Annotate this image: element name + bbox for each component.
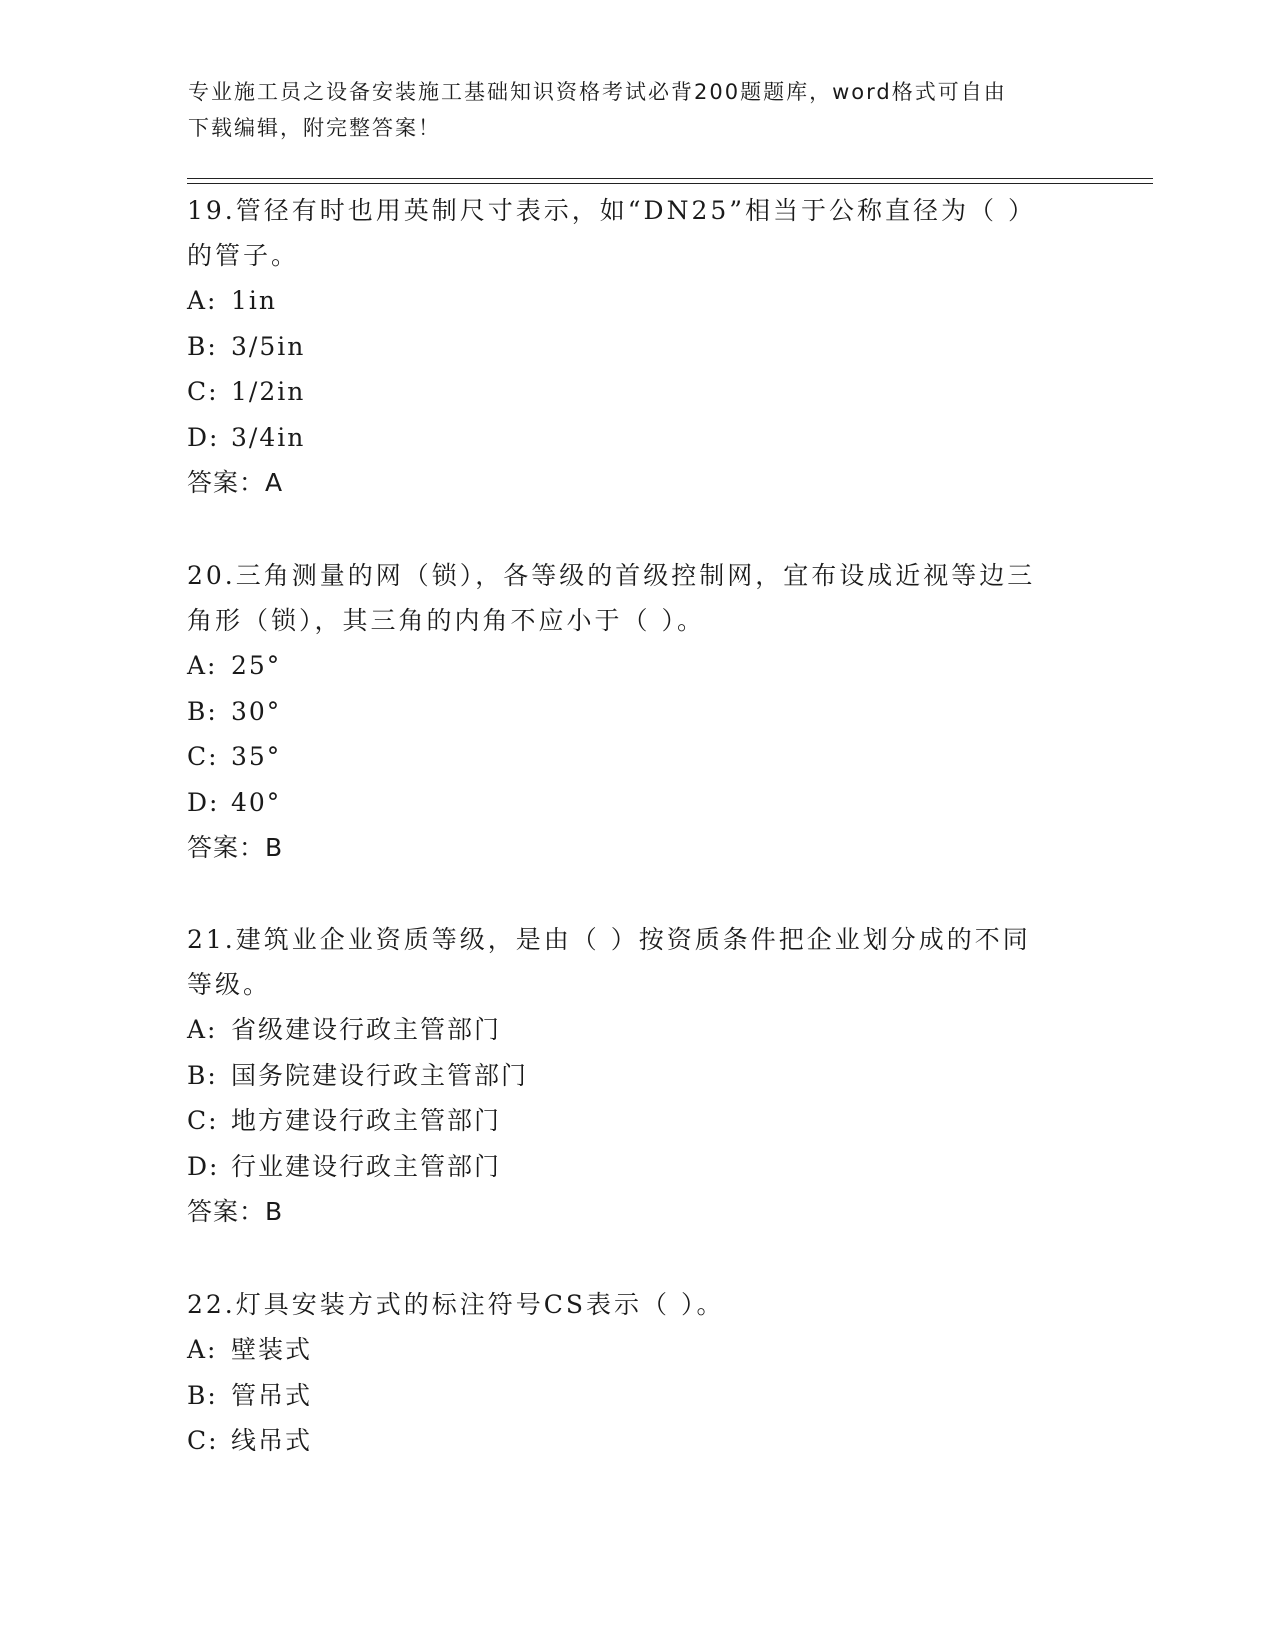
option-letter: D: [187,422,220,452]
option-text: 25° [231,651,282,680]
question-22 [187,1282,1067,1464]
option-letter: B: [187,1060,218,1090]
option-letter: C: [187,377,219,406]
option-letter: C: [187,1426,219,1455]
header-line-1: 专业施工员之设备安装施工基础知识资格考试必背200题题库，word格式可自由 [188,80,1007,104]
option-letter: D: [187,787,220,817]
option-letter: B: [187,1380,218,1410]
question-stem-line-1: 19.管径有时也用英制尺寸表示，如“DN25”相当于公称直径为（ ） [187,196,1036,225]
option-c [187,369,1067,415]
option-text: 1/2in [231,377,306,406]
question-stem-line-1: 22.灯具安装方式的标注符号CS表示（ ）。 [187,1290,725,1319]
option-b [187,324,1067,370]
option-c [187,1098,1067,1144]
document-header [188,74,1088,146]
option-d [187,415,1067,461]
header-divider-bottom [187,183,1153,184]
option-b [187,1373,1067,1419]
option-text: 1in [231,286,278,315]
option-a [187,1007,1067,1053]
option-letter: A: [187,1335,218,1364]
option-letter: A: [187,286,218,315]
question-stem-line-2: 的管子。 [187,241,300,270]
question-stem-line-1: 21.建筑业企业资质等级，是由（ ）按资质条件把企业划分成的不同 [187,925,1031,954]
option-d [187,1144,1067,1190]
option-b [187,1053,1067,1099]
option-letter: C: [187,1106,219,1135]
option-c [187,734,1067,780]
option-b [187,689,1067,735]
option-letter: A: [187,1015,218,1044]
question-19 [187,188,1067,505]
option-a [187,1327,1067,1373]
question-20 [187,553,1067,870]
option-a [187,643,1067,689]
question-stem-line-2: 等级。 [187,970,272,999]
question-stem-line-2: 角形（锁），其三角的内角不应小于（ ）。 [187,606,705,635]
option-text: 30° [231,696,282,726]
option-text: 40° [231,787,282,817]
option-letter: B: [187,696,218,726]
header-divider-top [187,178,1153,179]
option-letter: A: [187,651,218,680]
option-text: 地方建设行政主管部门 [231,1106,502,1135]
option-text: 线吊式 [231,1426,313,1455]
option-c [187,1418,1067,1464]
option-text: 国务院建设行政主管部门 [231,1060,529,1090]
answer-text: 答案：A [187,468,284,497]
option-text: 3/4in [231,422,306,452]
option-letter: D: [187,1151,220,1181]
option-text: 壁装式 [231,1335,313,1364]
option-text: 省级建设行政主管部门 [231,1015,502,1044]
option-letter: C: [187,742,219,771]
option-a [187,278,1067,324]
option-text: 35° [231,742,282,771]
option-text: 管吊式 [231,1380,313,1410]
option-text: 3/5in [231,331,306,361]
option-d [187,780,1067,826]
question-21 [187,917,1067,1234]
header-line-2: 下载编辑，附完整答案！ [188,116,441,140]
question-stem-line-1: 20.三角测量的网（锁），各等级的首级控制网，宜布设成近视等边三 [187,561,1036,590]
answer-text: 答案：B [187,833,284,862]
option-letter: B: [187,331,218,361]
option-text: 行业建设行政主管部门 [231,1151,502,1181]
answer-text: 答案：B [187,1197,284,1226]
